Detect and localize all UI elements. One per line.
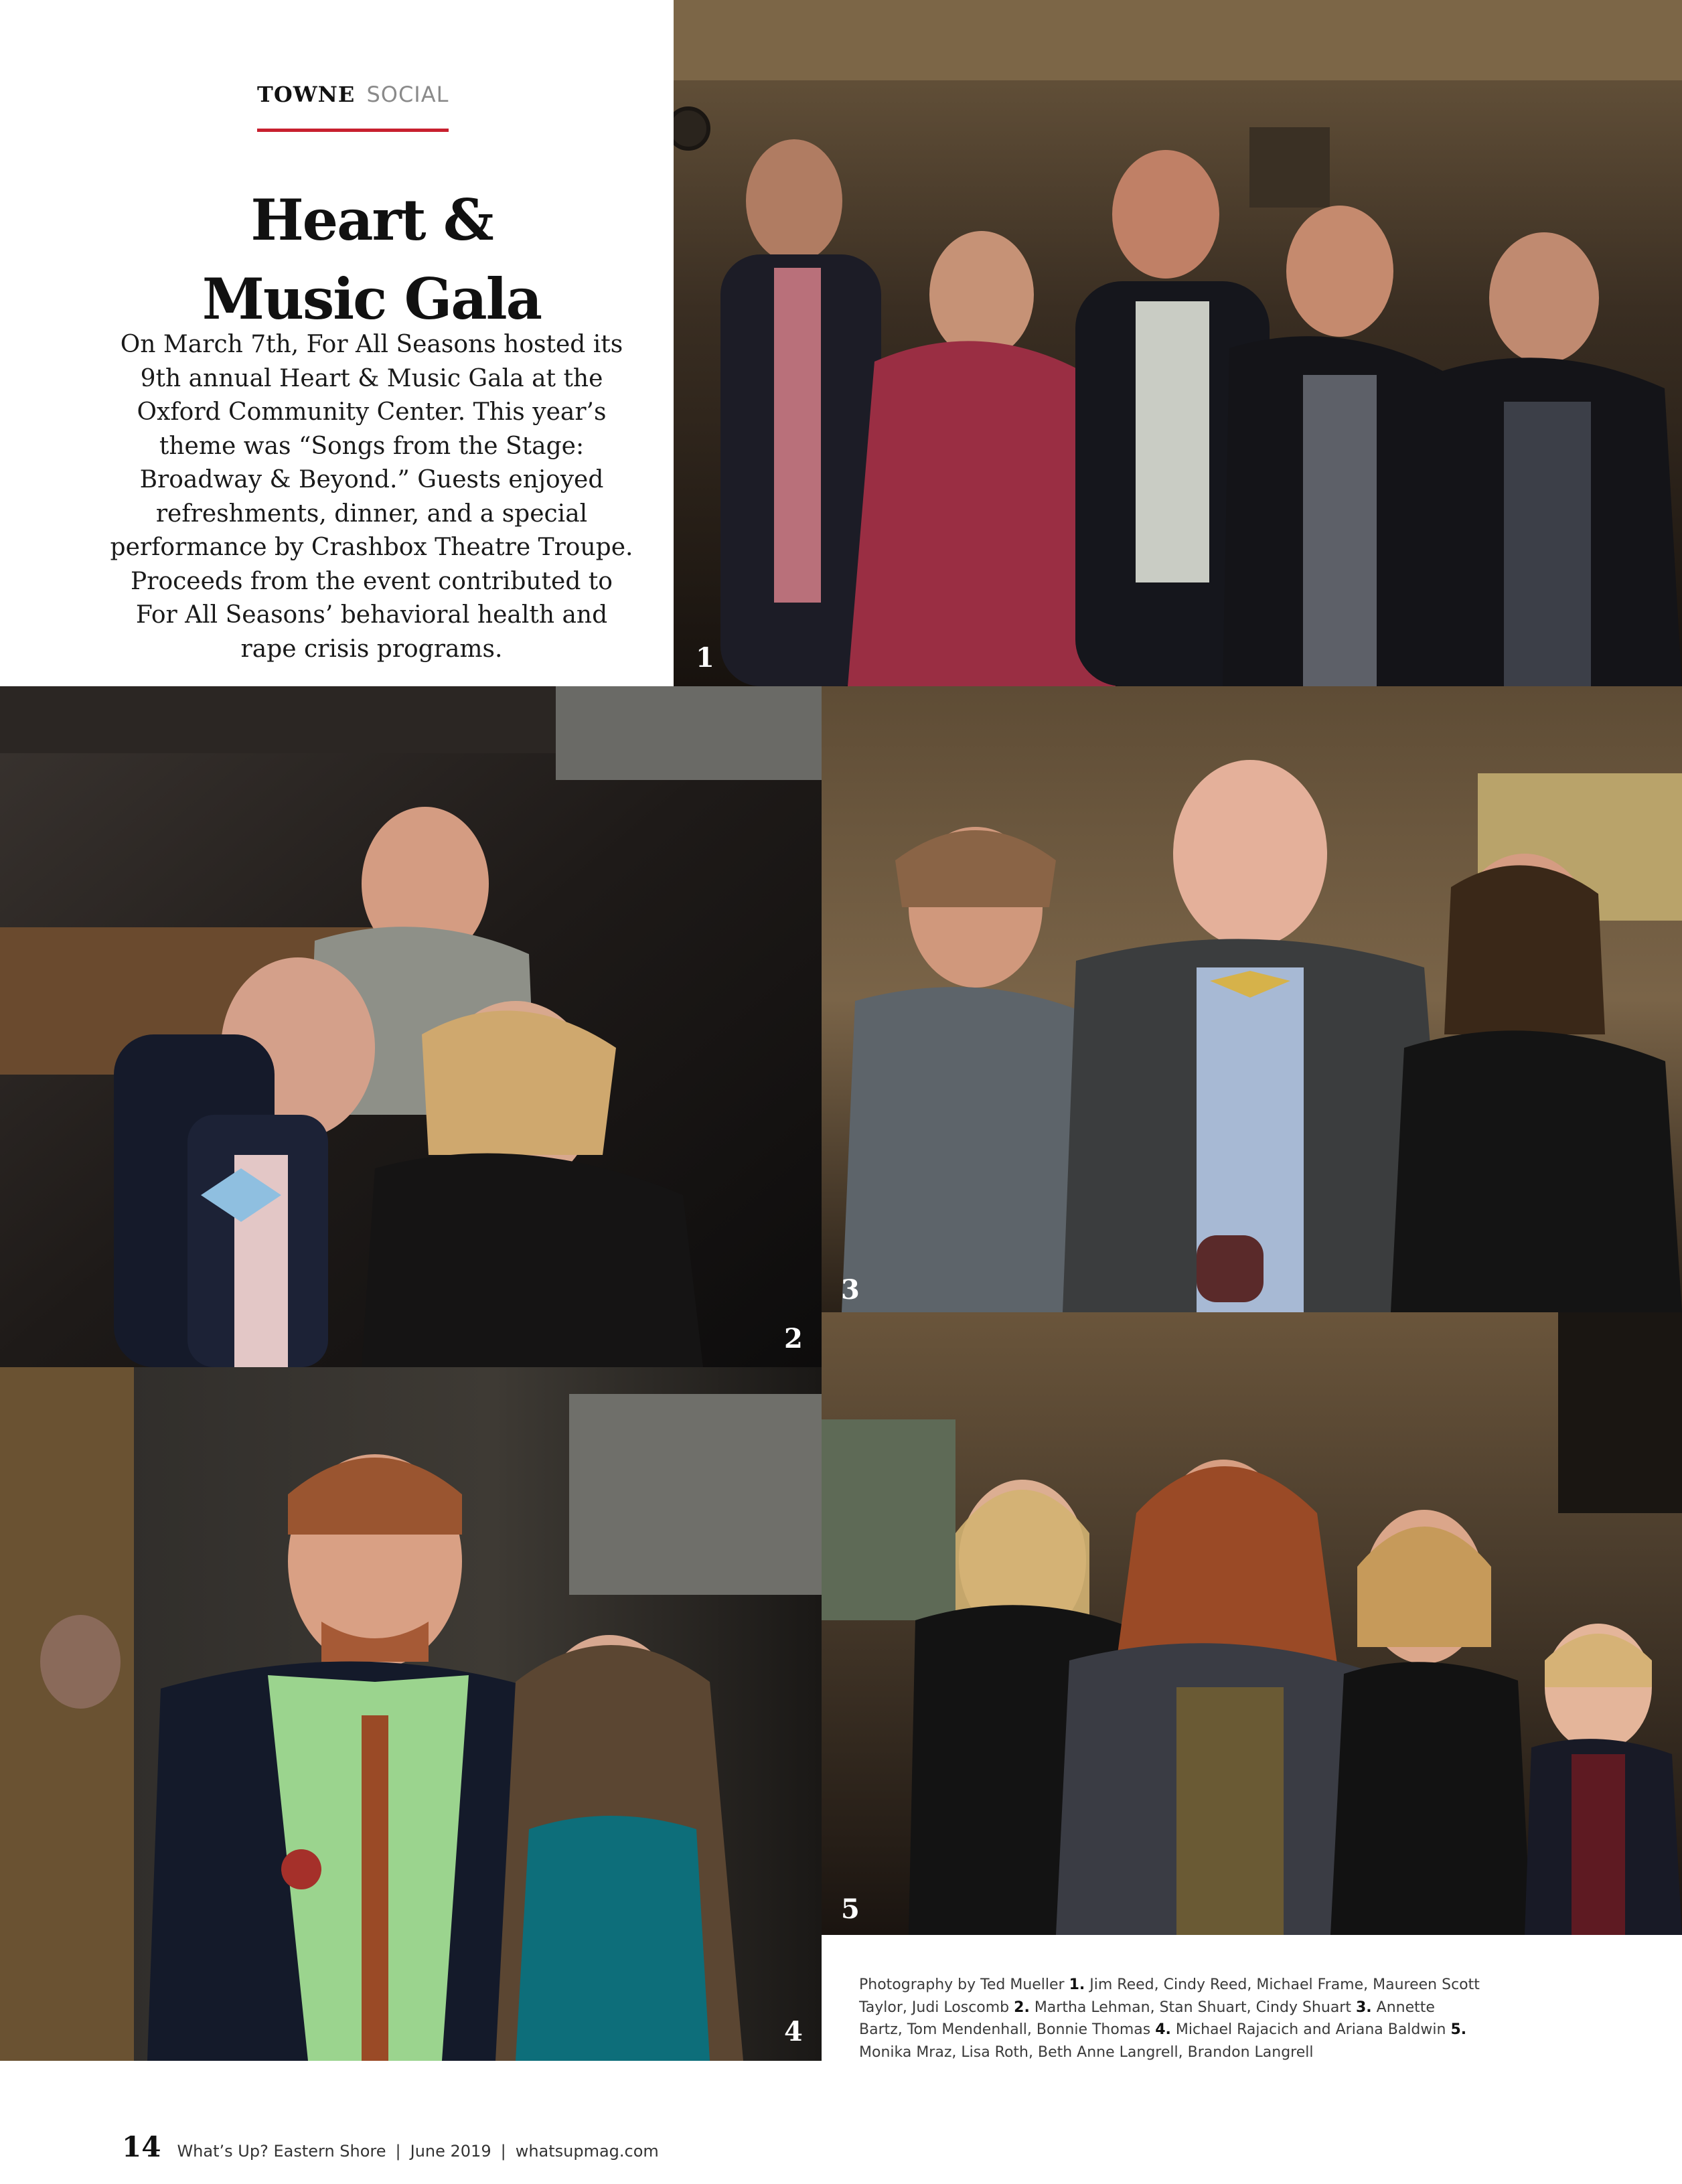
caption-names-4: Michael Rajacich and Ariana Baldwin xyxy=(1175,2021,1446,2038)
photo-3-number: 3 xyxy=(841,1274,860,1306)
page-number: 14 xyxy=(122,2130,161,2163)
article-title xyxy=(100,181,643,339)
photo-5-number: 5 xyxy=(841,1893,860,1925)
photo-2 xyxy=(0,686,822,1367)
section-label xyxy=(257,82,449,132)
caption-num-1: 1. xyxy=(1069,1976,1085,1993)
article-title-line-1: Heart & xyxy=(250,187,493,253)
section-label-light: SOCIAL xyxy=(366,82,449,107)
article-intro: On March 7th, For All Seasons hosted its 9th annual Heart & Music Gala at the Oxford Community Center. This year’s theme was “Songs from the Stage: Broadway & Beyond.” Guests enjoyed refreshments, dinner, and a special performance by Crashbox Theatre Troupe. Proceeds from the event contributed to For All Seasons’ behavioral health and rape crisis programs. xyxy=(110,331,633,663)
caption-num-4: 4. xyxy=(1155,2021,1171,2038)
photo-caption xyxy=(859,1974,1482,2063)
footer-separator-1: | xyxy=(395,2142,401,2161)
photo-4-number: 4 xyxy=(784,2016,803,2047)
caption-names-5: Monika Mraz, Lisa Roth, Beth Anne Langrell, Brandon Langrell xyxy=(859,2043,1314,2061)
photo-credit: Photography by Ted Mueller xyxy=(859,1976,1065,1993)
website-link[interactable]: whatsupmag.com xyxy=(515,2142,659,2161)
caption-names-2: Martha Lehman, Stan Shuart, Cindy Shuart xyxy=(1034,1999,1351,2016)
photo-1-number: 1 xyxy=(696,642,714,674)
photo-4 xyxy=(0,1367,822,2061)
caption-num-3: 3. xyxy=(1355,1999,1372,2016)
caption-num-5: 5. xyxy=(1450,2021,1467,2038)
footer-separator-2: | xyxy=(500,2142,506,2161)
issue-date: June 2019 xyxy=(410,2142,491,2161)
article-title-line-2: Music Gala xyxy=(202,266,542,332)
caption-names-3: Annette Bartz, Tom Mendenhall, Bonnie Thomas xyxy=(859,1999,1435,2038)
photo-1 xyxy=(674,0,1682,686)
publication-name: What’s Up? Eastern Shore xyxy=(177,2142,386,2161)
section-label-strong: TOWNE xyxy=(257,82,356,107)
caption-num-2: 2. xyxy=(1014,1999,1030,2016)
photo-3 xyxy=(822,686,1682,1312)
caption-names-1: Jim Reed, Cindy Reed, Michael Frame, Maureen Scott Taylor, Judi Loscomb xyxy=(859,1976,1480,2016)
photo-2-number: 2 xyxy=(784,1323,803,1354)
page-footer xyxy=(122,2130,659,2168)
photo-5 xyxy=(822,1312,1682,1935)
